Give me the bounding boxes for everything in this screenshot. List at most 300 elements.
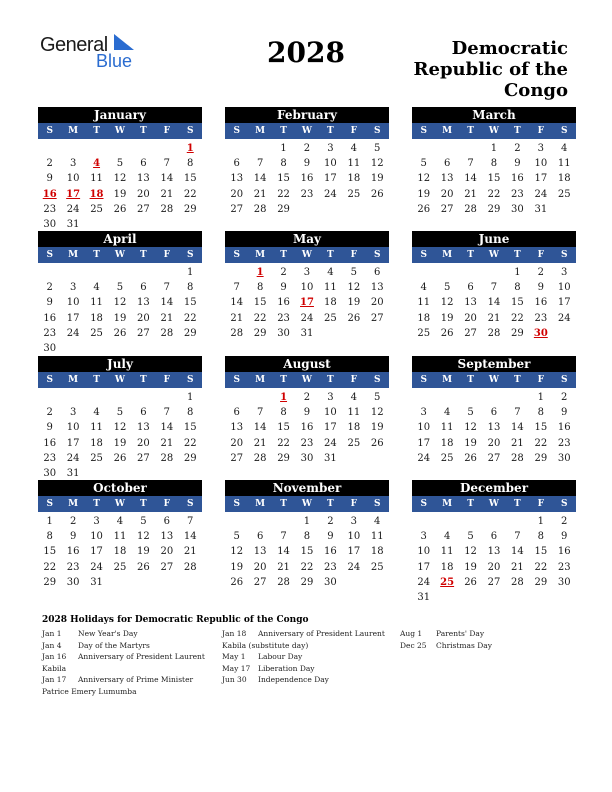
day-cell: 30 [43, 467, 57, 479]
day-cell [132, 141, 155, 156]
holiday-item [42, 651, 205, 663]
day-cell: 29 [300, 576, 314, 588]
day-cell: 6 [140, 407, 147, 419]
day-cell: 6 [233, 407, 240, 419]
weekday-label: S [233, 250, 240, 260]
day-cell [366, 326, 389, 341]
day-cell: 16 [43, 437, 57, 449]
day-cell: 9 [46, 173, 53, 185]
day-cell: 29 [534, 576, 548, 588]
day-cell: 17 [347, 546, 361, 558]
weekday-label: T [93, 375, 100, 385]
day-cell: 15 [183, 297, 197, 309]
day-cell: 30 [43, 218, 57, 230]
week-row [38, 202, 202, 217]
day-cell: 24 [347, 561, 361, 573]
day-cell: 31 [90, 576, 103, 588]
weekday-label: F [163, 499, 171, 509]
weekday-label: T [93, 499, 100, 509]
day-cell: 30 [66, 576, 80, 588]
weekday-header [412, 247, 576, 263]
day-cell [459, 514, 482, 529]
day-cell: 18 [370, 546, 384, 558]
day-cell: 25 [113, 561, 127, 573]
day-cell: 25 [90, 203, 103, 215]
day-cell [225, 141, 248, 156]
day-cell: 28 [253, 203, 267, 215]
day-cell: 4 [93, 407, 100, 419]
weekday-label: M [255, 375, 266, 385]
holiday-column [400, 628, 492, 651]
week-row [38, 529, 202, 544]
day-cell: 26 [113, 327, 127, 339]
day-cell: 19 [113, 188, 127, 200]
day-cell: 14 [277, 546, 290, 558]
day-cell: 11 [90, 173, 103, 185]
day-cell: 26 [370, 188, 384, 200]
day-cell [366, 575, 389, 590]
day-cell: 29 [183, 327, 197, 339]
day-cell [319, 202, 342, 217]
holiday-item [400, 628, 492, 640]
day-cell: 28 [160, 327, 174, 339]
day-cell: 11 [113, 531, 127, 543]
day-cell [412, 390, 435, 405]
day-cell: 30 [43, 342, 57, 354]
day-cell: 6 [163, 516, 170, 527]
week-row [412, 280, 576, 295]
day-cell: 4 [350, 392, 357, 403]
week-row [412, 451, 576, 466]
day-cell: 6 [140, 158, 147, 170]
day-cell: 23 [324, 561, 337, 573]
day-cell: 26 [464, 452, 477, 464]
day-cell [459, 390, 482, 405]
weekday-label: M [68, 499, 79, 509]
day-cell: 13 [137, 297, 150, 309]
holiday-item [222, 674, 385, 686]
holiday-item [42, 674, 205, 686]
day-cell: 2 [69, 516, 77, 527]
day-cell: 1 [537, 392, 544, 403]
day-cell: 1 [514, 267, 521, 278]
holiday-name: Labour Day [258, 652, 303, 661]
day-cell: 27 [253, 576, 267, 588]
day-cell: 4 [116, 516, 124, 527]
month-title: January [38, 107, 202, 123]
week-row [38, 311, 202, 326]
day-cell: 14 [487, 297, 501, 309]
weekday-label: S [186, 375, 194, 385]
day-cell [482, 514, 505, 529]
day-cell: 29 [253, 327, 267, 339]
holiday-name: Kabila (substitute day) [222, 640, 309, 650]
week-row [225, 202, 389, 217]
day-cell: 23 [43, 327, 57, 339]
day-cell [38, 141, 61, 156]
week-row [225, 420, 389, 435]
day-cell: 7 [490, 282, 498, 294]
day-cell [506, 590, 529, 605]
day-cell [225, 514, 248, 529]
weekday-label: F [350, 375, 358, 385]
day-cell: 11 [557, 158, 571, 170]
weekday-label: M [68, 126, 79, 136]
weekday-label: S [560, 126, 568, 136]
day-cell: 27 [230, 452, 244, 464]
day-cell: 31 [66, 218, 80, 230]
day-cell: 23 [300, 188, 314, 200]
holiday-name: Kabila [42, 663, 67, 673]
day-cell: 28 [183, 561, 197, 573]
day-cell: 11 [417, 297, 431, 309]
day-cell [108, 390, 131, 405]
day-cell: 30 [557, 576, 571, 588]
day-cell: 10 [90, 531, 103, 543]
week-row [38, 341, 202, 356]
day-cell: 20 [230, 188, 244, 200]
day-cell: 15 [43, 546, 57, 558]
weekday-label: F [537, 126, 545, 136]
weekday-label: T [514, 250, 521, 260]
day-cell: 31 [300, 327, 314, 339]
day-cell: 24 [324, 188, 337, 200]
day-cell: 16 [43, 312, 57, 324]
weekday-label: F [350, 250, 358, 260]
day-cell: 6 [490, 407, 498, 419]
day-cell: 15 [534, 546, 548, 558]
week-row [412, 265, 576, 280]
week-row [38, 390, 202, 405]
day-cell: 21 [511, 437, 524, 449]
day-cell: 11 [90, 297, 103, 309]
day-cell: 24 [66, 203, 80, 215]
weekday-label: F [163, 126, 171, 136]
day-cell [366, 202, 389, 217]
week-row [412, 171, 576, 186]
day-cell: 26 [113, 452, 127, 464]
day-cell: 3 [561, 267, 568, 278]
day-cell: 3 [93, 516, 100, 527]
day-cell: 14 [160, 297, 174, 309]
day-cell [132, 341, 155, 356]
day-cell [155, 217, 178, 232]
day-cell [132, 265, 155, 280]
day-cell: 23 [557, 561, 571, 573]
weekday-label: T [467, 126, 474, 136]
weekday-label: W [488, 375, 500, 385]
weekday-label: M [442, 375, 453, 385]
weekday-label: T [280, 126, 287, 136]
weekday-header [412, 496, 576, 512]
day-cell [38, 390, 61, 405]
weekday-label: S [420, 250, 427, 260]
holiday-day-cell: 4 [93, 158, 101, 170]
day-cell: 16 [66, 546, 80, 558]
day-cell: 21 [160, 188, 174, 200]
day-cell: 7 [256, 407, 264, 419]
day-cell: 5 [116, 158, 124, 170]
day-cell: 14 [253, 422, 267, 434]
weekday-label: W [301, 126, 313, 136]
day-cell: 2 [280, 267, 287, 278]
brand-word-blue: Blue [96, 51, 133, 71]
day-cell: 14 [230, 297, 244, 309]
day-cell: 21 [230, 312, 244, 324]
week-row [38, 436, 202, 451]
day-cell [412, 265, 435, 280]
holiday-date: Jan 18 [222, 629, 247, 638]
day-cell: 25 [90, 452, 103, 464]
day-cell: 15 [534, 422, 548, 434]
day-cell: 24 [417, 576, 431, 588]
day-cell: 19 [370, 173, 384, 185]
day-cell: 2 [303, 143, 311, 154]
day-cell: 5 [350, 267, 357, 278]
day-cell [506, 390, 529, 405]
week-row [412, 141, 576, 156]
day-cell: 27 [440, 203, 454, 215]
day-cell: 26 [370, 437, 384, 449]
day-cell: 27 [137, 327, 150, 339]
weekday-label: M [442, 126, 453, 136]
day-cell [435, 265, 458, 280]
week-row [412, 544, 576, 559]
weekday-label: F [350, 126, 358, 136]
day-cell: 17 [417, 561, 431, 573]
day-cell [459, 141, 482, 156]
day-cell [179, 466, 202, 481]
day-cell: 2 [46, 407, 53, 419]
day-cell: 24 [417, 452, 431, 464]
weekday-label: M [442, 250, 453, 260]
day-cell: 25 [347, 437, 361, 449]
day-cell: 2 [561, 516, 568, 527]
day-cell: 15 [183, 422, 197, 434]
month-december [412, 480, 576, 605]
day-cell: 6 [256, 531, 264, 543]
week-row [38, 405, 202, 420]
day-cell: 13 [464, 297, 477, 309]
weekday-label: W [488, 126, 500, 136]
day-cell: 10 [324, 158, 337, 170]
day-cell: 5 [116, 282, 124, 294]
day-cell: 7 [514, 407, 521, 419]
day-cell: 19 [113, 437, 127, 449]
month-title: July [38, 356, 202, 372]
week-row [38, 295, 202, 310]
day-cell: 9 [46, 297, 53, 309]
day-cell [248, 514, 271, 529]
day-cell: 17 [557, 297, 571, 309]
day-cell [85, 341, 108, 356]
day-cell [295, 202, 318, 217]
holiday-name: Anniversary of President Laurent [78, 652, 205, 661]
day-cell: 29 [277, 452, 290, 464]
day-cell: 7 [514, 531, 521, 543]
month-january [38, 107, 202, 232]
weekday-label: S [186, 499, 194, 509]
day-cell: 27 [137, 452, 150, 464]
day-cell: 9 [537, 282, 544, 294]
weekday-label: F [537, 375, 545, 385]
day-cell: 25 [417, 327, 431, 339]
day-cell: 7 [233, 282, 240, 294]
weekday-label: S [373, 499, 381, 509]
calendar-year: 2028 [267, 36, 345, 69]
day-cell [155, 575, 178, 590]
country-title: Democratic Republic of the Congo [413, 38, 568, 101]
weekday-label: W [301, 375, 313, 385]
day-cell: 19 [464, 561, 477, 573]
weekday-label: W [114, 375, 126, 385]
day-cell: 19 [137, 546, 150, 558]
day-cell: 8 [537, 531, 544, 543]
day-cell: 7 [163, 407, 170, 419]
day-cell: 15 [487, 173, 501, 185]
day-cell: 25 [557, 188, 571, 200]
day-cell: 9 [561, 531, 568, 543]
week-row [225, 326, 389, 341]
weekday-label: T [140, 375, 147, 385]
day-cell: 29 [487, 203, 501, 215]
day-cell [272, 514, 295, 529]
day-cell [155, 466, 178, 481]
day-cell: 24 [557, 312, 571, 324]
week-row [38, 560, 202, 575]
weekday-label: S [560, 499, 568, 509]
weekday-label: M [255, 126, 266, 136]
day-cell: 19 [440, 312, 454, 324]
day-cell: 21 [464, 188, 477, 200]
day-cell: 28 [160, 452, 174, 464]
day-cell: 12 [113, 422, 127, 434]
day-cell [132, 390, 155, 405]
day-cell: 5 [420, 158, 427, 170]
month-february [225, 107, 389, 217]
day-cell: 2 [514, 143, 521, 154]
month-title: April [38, 231, 202, 247]
weekday-header [225, 247, 389, 263]
day-cell [435, 390, 458, 405]
day-cell: 15 [183, 173, 197, 185]
day-cell: 20 [487, 561, 501, 573]
day-cell: 16 [300, 173, 314, 185]
day-cell [108, 265, 131, 280]
holiday-name: Independence Day [258, 675, 329, 684]
day-cell: 17 [324, 173, 337, 185]
day-cell: 28 [511, 576, 524, 588]
day-cell: 29 [183, 452, 197, 464]
holiday-day-cell: 1 [256, 267, 264, 278]
weekday-label: S [373, 250, 381, 260]
day-cell: 4 [443, 531, 451, 543]
day-cell: 19 [464, 437, 477, 449]
day-cell [319, 326, 342, 341]
day-cell: 9 [561, 407, 568, 419]
day-cell: 10 [66, 297, 80, 309]
day-cell: 27 [137, 203, 150, 215]
day-cell: 31 [534, 203, 548, 215]
holiday-item [222, 640, 385, 652]
day-cell: 20 [160, 546, 174, 558]
day-cell [342, 326, 365, 341]
day-cell [412, 514, 435, 529]
day-cell: 18 [113, 546, 127, 558]
day-cell [435, 514, 458, 529]
day-cell: 8 [303, 531, 311, 543]
day-cell: 28 [511, 452, 524, 464]
month-title: June [412, 231, 576, 247]
day-cell: 21 [253, 437, 267, 449]
day-cell: 28 [464, 203, 477, 215]
month-title: May [225, 231, 389, 247]
weekday-label: T [140, 126, 147, 136]
month-august [225, 356, 389, 466]
weekday-label: T [327, 375, 334, 385]
day-cell: 12 [417, 173, 431, 185]
day-cell: 9 [69, 531, 77, 543]
day-cell: 16 [511, 173, 524, 185]
weekday-label: F [350, 499, 358, 509]
week-row [38, 575, 202, 590]
week-row [225, 280, 389, 295]
day-cell [225, 265, 248, 280]
day-cell: 27 [487, 452, 501, 464]
day-cell: 10 [300, 282, 314, 294]
holiday-date: Jan 17 [42, 675, 67, 684]
day-cell [459, 590, 482, 605]
holiday-column [42, 628, 205, 697]
weekday-label: T [467, 499, 474, 509]
week-row [225, 575, 389, 590]
holiday-day-cell: 17 [66, 188, 81, 200]
day-cell [342, 202, 365, 217]
day-cell: 21 [487, 312, 501, 324]
day-cell: 21 [253, 188, 267, 200]
day-cell: 3 [69, 407, 77, 419]
day-cell: 26 [137, 561, 150, 573]
weekday-header [225, 496, 389, 512]
holiday-name: New Year's Day [78, 629, 138, 638]
day-cell: 15 [511, 297, 524, 309]
day-cell: 13 [253, 546, 267, 558]
day-cell: 31 [66, 467, 80, 479]
holiday-day-cell: 1 [186, 143, 194, 154]
day-cell: 16 [277, 297, 290, 309]
day-cell: 30 [277, 327, 290, 339]
day-cell: 13 [137, 422, 150, 434]
day-cell: 6 [374, 267, 381, 278]
day-cell: 25 [347, 188, 361, 200]
week-row [412, 295, 576, 310]
day-cell: 19 [417, 188, 431, 200]
day-cell [225, 390, 248, 405]
day-cell: 9 [303, 158, 311, 170]
holiday-item [222, 651, 385, 663]
day-cell: 20 [464, 312, 477, 324]
day-cell [61, 390, 84, 405]
day-cell [248, 390, 271, 405]
holiday-day-cell: 1 [280, 392, 288, 403]
day-cell: 29 [534, 452, 548, 464]
day-cell: 11 [370, 531, 384, 543]
day-cell: 3 [420, 531, 427, 543]
day-cell: 4 [374, 516, 381, 527]
day-cell: 2 [46, 158, 53, 170]
holiday-name: Anniversary of Prime Minister [78, 675, 194, 684]
day-cell: 10 [324, 407, 337, 419]
